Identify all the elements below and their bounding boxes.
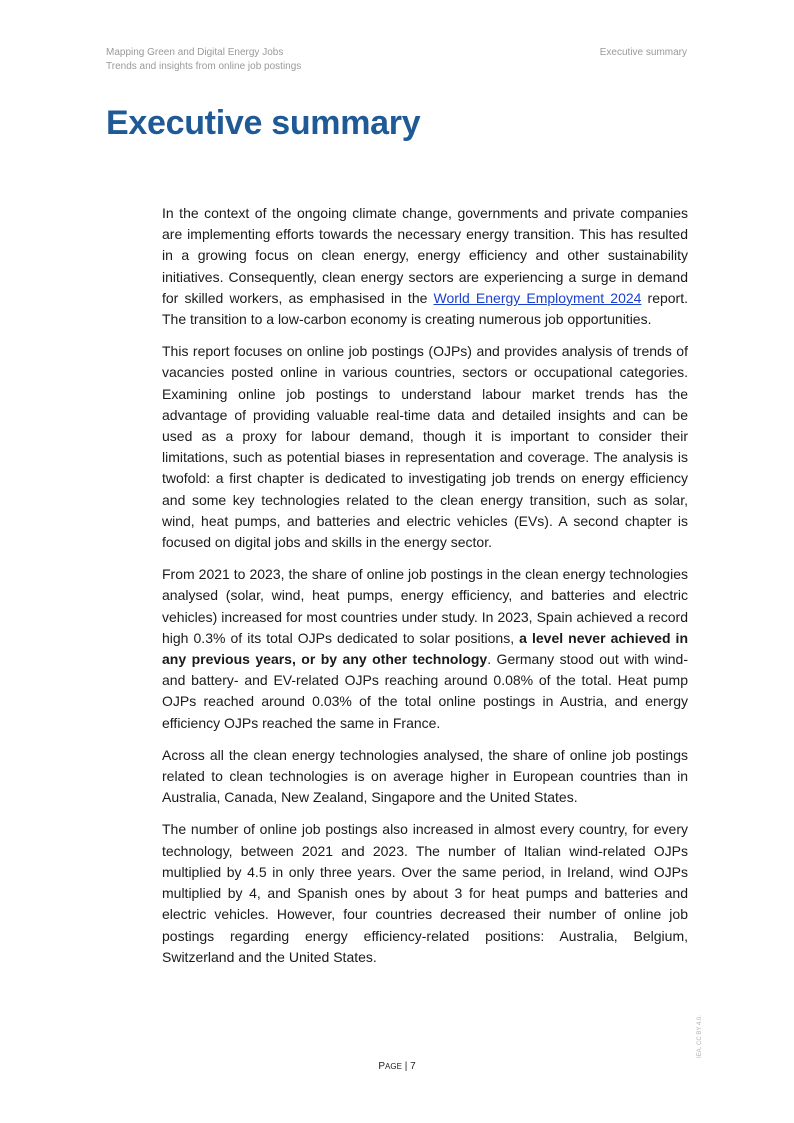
page-separator: | bbox=[401, 1061, 411, 1072]
paragraph-2: This report focuses on online job postings (OJPs) and provides analysis of trends of vacancies posted online in various countries, sectors or occupational categories. Examining online job postings to understand labour market trends has the advantage of providing valuable real-time data and detailed insights and can be used as a proxy for labour demand, though it is important to consider their limitations, such as potential biases in representation and coverage. The analysis is twofold: a first chapter is dedicated to investigating job trends on energy efficiency and some key technologies related to the clean energy transition, such as solar, wind, heat pumps, and batteries and electric vehicles (EVs). A second chapter is focused on digital jobs and skills in the energy sector. bbox=[162, 343, 688, 551]
paragraph-3-emphasis: a level never achieved in any previous years, or by any other technology bbox=[162, 629, 688, 668]
page-label-rest: AGE bbox=[385, 1062, 402, 1071]
page-title: Executive summary bbox=[106, 104, 421, 142]
paragraph-1-text-a: In the context of the ongoing climate change, governments and private companies are implementing efforts towards the necessary energy transition. This has resulted in a growing focus on clean energy, energy efficiency and other sustainability initiatives. Consequently, clean energy sectors are experiencing a surge in demand for skilled workers, as emphasised in the bbox=[162, 205, 688, 306]
paragraph-1-text-b: report. The transition to a low-carbon economy is creating numerous job opportunities. bbox=[162, 289, 689, 328]
world-energy-employment-link[interactable]: World Energy Employment 2024 bbox=[433, 289, 642, 306]
report-title: Mapping Green and Digital Energy Jobs bbox=[106, 47, 284, 58]
paragraph-3 bbox=[162, 564, 688, 734]
paragraph-4: Across all the clean energy technologies analysed, the share of online job postings related to clean technologies is on average higher in European countries than in Australia, Canada, New Zealand, Singapore and the United States. bbox=[162, 746, 688, 806]
running-header-section: Executive summary bbox=[599, 47, 687, 58]
running-header-left bbox=[106, 46, 301, 74]
report-subtitle: Trends and insights from online job postings bbox=[106, 61, 302, 72]
page-footer bbox=[0, 1061, 794, 1072]
page-number: 7 bbox=[410, 1061, 416, 1072]
paragraph-5: The number of online job postings also increased in almost every country, for every technology, between 2021 and 2023. The number of Italian wind-related OJPs multiplied by 4.5 in only three years. Over the same period, in Ireland, wind OJPs multiplied by 4, and Spanish ones by about 3 for heat pumps and batteries and electric vehicles. However, four countries decreased their number of online job postings regarding energy efficiency-related positions: Australia, Belgium, Switzerland and the United States. bbox=[162, 821, 688, 965]
license-notice: IEA. CC BY 4.0. bbox=[697, 1015, 703, 1058]
paragraph-1 bbox=[162, 203, 688, 330]
paragraph-3-text-b: . Germany stood out with wind- and battery- and EV-related OJPs reaching around 0.08% of the total. Heat pump OJPs reached around 0.03% of the total online postings in Austria, and energy efficiency OJPs reached the same in France. bbox=[162, 651, 688, 731]
page-label-initial: P bbox=[378, 1061, 386, 1072]
paragraph-3-text-a: From 2021 to 2023, the share of online job postings in the clean energy technologies analysed (solar, wind, heat pumps, energy efficiency, and batteries and electric vehicles) increased for most countries under study. In 2023, Spain achieved a record high 0.3% of its total OJPs dedicated to solar positions, bbox=[162, 566, 688, 646]
body-text bbox=[162, 203, 688, 979]
